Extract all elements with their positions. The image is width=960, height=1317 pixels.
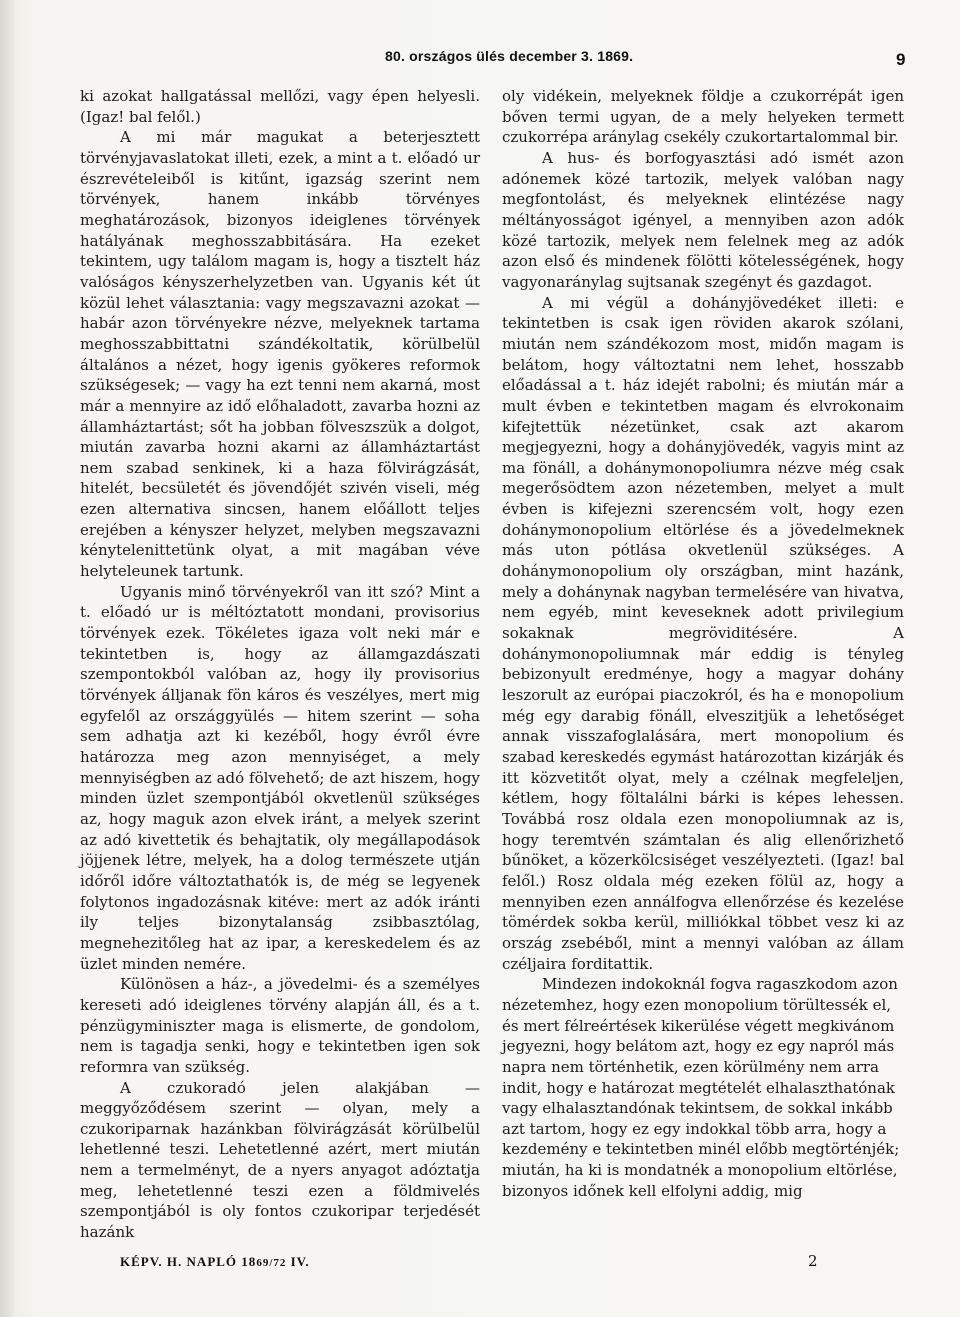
left-column (80, 86, 480, 1243)
sheet-number: 2 (808, 1252, 818, 1270)
footer-signature (120, 1254, 310, 1270)
page-number: 9 (896, 50, 906, 69)
paragraph: Mindezen indokoknál fogva ragaszkodom azon nézetemhez, hogy ezen monopolium törültessék el, és mert félreértések kikerülése végett megkivánom jegyezni, hogy belátom azt, hogy ez egy napról más napra nem történhetik, ezen körülmény nem arra indit, hogy e határozat megtételét elhalaszthatónak vagy elhalasztandónak tekintsem, de sokkal inkább azt tartom, hogy ez egy indokkal több arra, hogy a kezdemény e tekintetben minél előbb megtörténjék; miután, ha ki is mondatnék a monopolium eltörlése, bizonyos időnek kell elfolyni addig, mig (502, 975, 900, 1200)
paragraph: Ugyanis minő törvényekről van itt szó? Mint a t. előadó ur is méltóztatott mondani, provisorius törvények ezek. Tökéletes igaza volt neki már e tekintetben is, hogy az államgazdászati szempontokból valóban az, hogy ily provisorius törvények álljanak fön káros és veszélyes, mert mig egyfelől az országgyülés — hitem szerint — soha sem adhatja azt ki kezéből, hogy évről évre határozza meg azon mennyiséget, a mely mennyiségben az adó fölvehető; de azt hiszem, hogy minden üzlet szempontjából okvetlenül szükséges az, hogy maguk azon elvek iránt, a melyek szerint az adó kivettetik és behajtatik, oly megállapodások jöjjenek létre, melyek, ha a dolog természete utján időről időre változtathatók is, de még se legyenek folytonos ingadozásnak kitéve: mert az adók iránti ily teljes bizonytalanság zsibbasztólag, megnehezitőleg hat az ipar, a kereskedelem és az üzlet minden nemére. (80, 582, 480, 973)
paragraph: A mi végül a dohányjövedéket illeti: e tekintetben is csak igen röviden akarok szólani, miután nem szándékozom most, midőn magam is belátom, hogy változtatni nem lehet, hosszabb előadással a t. ház idejét rabolni; és miután már a mult évben e tekintetben magam és elvrokonaim kifejtettük nézetünket, csak azt akarom megjegyezni, hogy a dohányjövedék, vagyis mint az ma fönáll, a dohánymonopoliumra nézve még csak megerősödtem azon nézetemben, melyet a mult évben is kifejezni szerencsém volt, hogy ezen dohánymonopolium eltörlése és a jövedelmeknek más uton pótlása okvetlenül szükséges. A dohánymonopolium oly országban, mint hazánk, mely a dohánynak nagyban termelésére van hivatva, nem egyéb, mint keveseknek adott privilegium sokaknak megröviditésére. A dohánymonopoliumnak már eddig is tényleg bebizonyult eredménye, hogy a magyar dohány leszorult az európai piaczokról, és ha e monopolium még egy darabig fönáll, elveszitjük a lehetőséget annak visszafoglalására, mert monopolium és szabad kereskedés egymást határozottan kizárják és itt közvetitőt olyat, mely a czélnak megfeleljen, kétlem, hogy föltalálni bárki is képes lehessen. Továbbá rosz oldala ezen monopoliumnak az is, hogy teremtvén számtalan és alig ellenőrizhető bűnöket, a közerkölcsiséget veszélyezteti. (Igaz! bal felől.) Rosz oldala még ezeken fölül az, hogy a mennyiben ezen annálfogva ellenőrzése és kezelése tömérdek sokba kerül, milliókkal többet vesz ki az ország zsebéből, mint a mennyi valóban az állam czéljaira forditattik. (502, 293, 904, 973)
footer-signature-fraction: 69/72 (256, 1257, 287, 1269)
page-header (0, 48, 960, 72)
right-column (502, 86, 904, 1201)
footer-signature-text: KÉPV. H. NAPLÓ 18 (120, 1254, 257, 1269)
paragraph: A hus- és borfogyasztási adó ismét azon adónemek közé tartozik, melyek valóban nagy megfontolást, és melyeknek elintézése nagy méltányosságot igényel, a mennyiben azon adók közé tartozik, melyek nem felelnek meg az adók azon első és mindenek fölötti kötelességének, hogy vagyonaránylag sujtsanak szegényt és gazdagot. (502, 148, 904, 291)
paragraph: ki azokat hallgatással mellőzi, vagy épen helyesli. (Igaz! bal felől.) (80, 87, 480, 126)
paragraph: A czukoradó jelen alakjában — meggyőződésem szerint — olyan, mely a czukoriparnak hazánkban fölvirágzását körülbelül lehetlenné teszi. Lehetetlenné azért, mert miután nem a termelményt, de a nyers anyagot adóztatja meg, lehetetlenné teszi ezen a földmivelés szempontjából is oly fontos czukoripar terjedését hazánk (80, 1078, 480, 1242)
paragraph: Különösen a ház-, a jövedelmi- és a személyes kereseti adó ideiglenes törvény alapján áll, és a t. pénzügyminiszter maga is elismerte, de gondolom, nem is tagadja senki, hogy e tekintetben igen sok reformra van szükség. (80, 975, 480, 1076)
running-head: 80. országos ülés december 3. 1869. (385, 48, 634, 64)
footer-signature-volume: IV. (286, 1254, 310, 1269)
paragraph: A mi már magukat a beterjesztett törvényjavaslatokat illeti, ezek, a mint a t. előadó ur észrevételeiből is kitűnt, igazság szerint nem törvények, hanem inkább törvényes meghatározások, bizonyos ideiglenes törvények hatályának meghosszabbitására. Ha ezeket tekintem, ugy találom magam is, hogy a tisztelt ház valóságos kényszerhelyzetben van. Ugyanis két út közül lehet választania: vagy megszavazni azokat — habár azon törvényekre nézve, melyeknek tartama meghosszabbittatni szándékoltatik, körülbelül általános a nézet, hogy igenis gyökeres reformok szükségesek; — vagy ha ezt tenni nem akarná, most már a mennyire az idő előhaladott, zavarba hozni az államháztartást; sőt ha jobban fölveszszük a dolgot, miután zavarba hozni akarni az államháztartást nem szabad senkinek, ki a haza fölvirágzását, hitelét, becsületét és jövendőjét szivén viseli, még ezen alternativa sincsen, hanem előállott teljes erejében a kényszer helyzet, melyben megszavazni kénytelenittetünk olyat, a mit magában véve helyteleunek tartunk. (80, 128, 480, 581)
paragraph: oly vidékein, melyeknek földje a czukorrépát igen bőven termi ugyan, de a mely helyeken termett czukorrépa aránylag csekély czukortartalommal bir. (502, 87, 904, 147)
binding-edge (0, 0, 14, 1317)
